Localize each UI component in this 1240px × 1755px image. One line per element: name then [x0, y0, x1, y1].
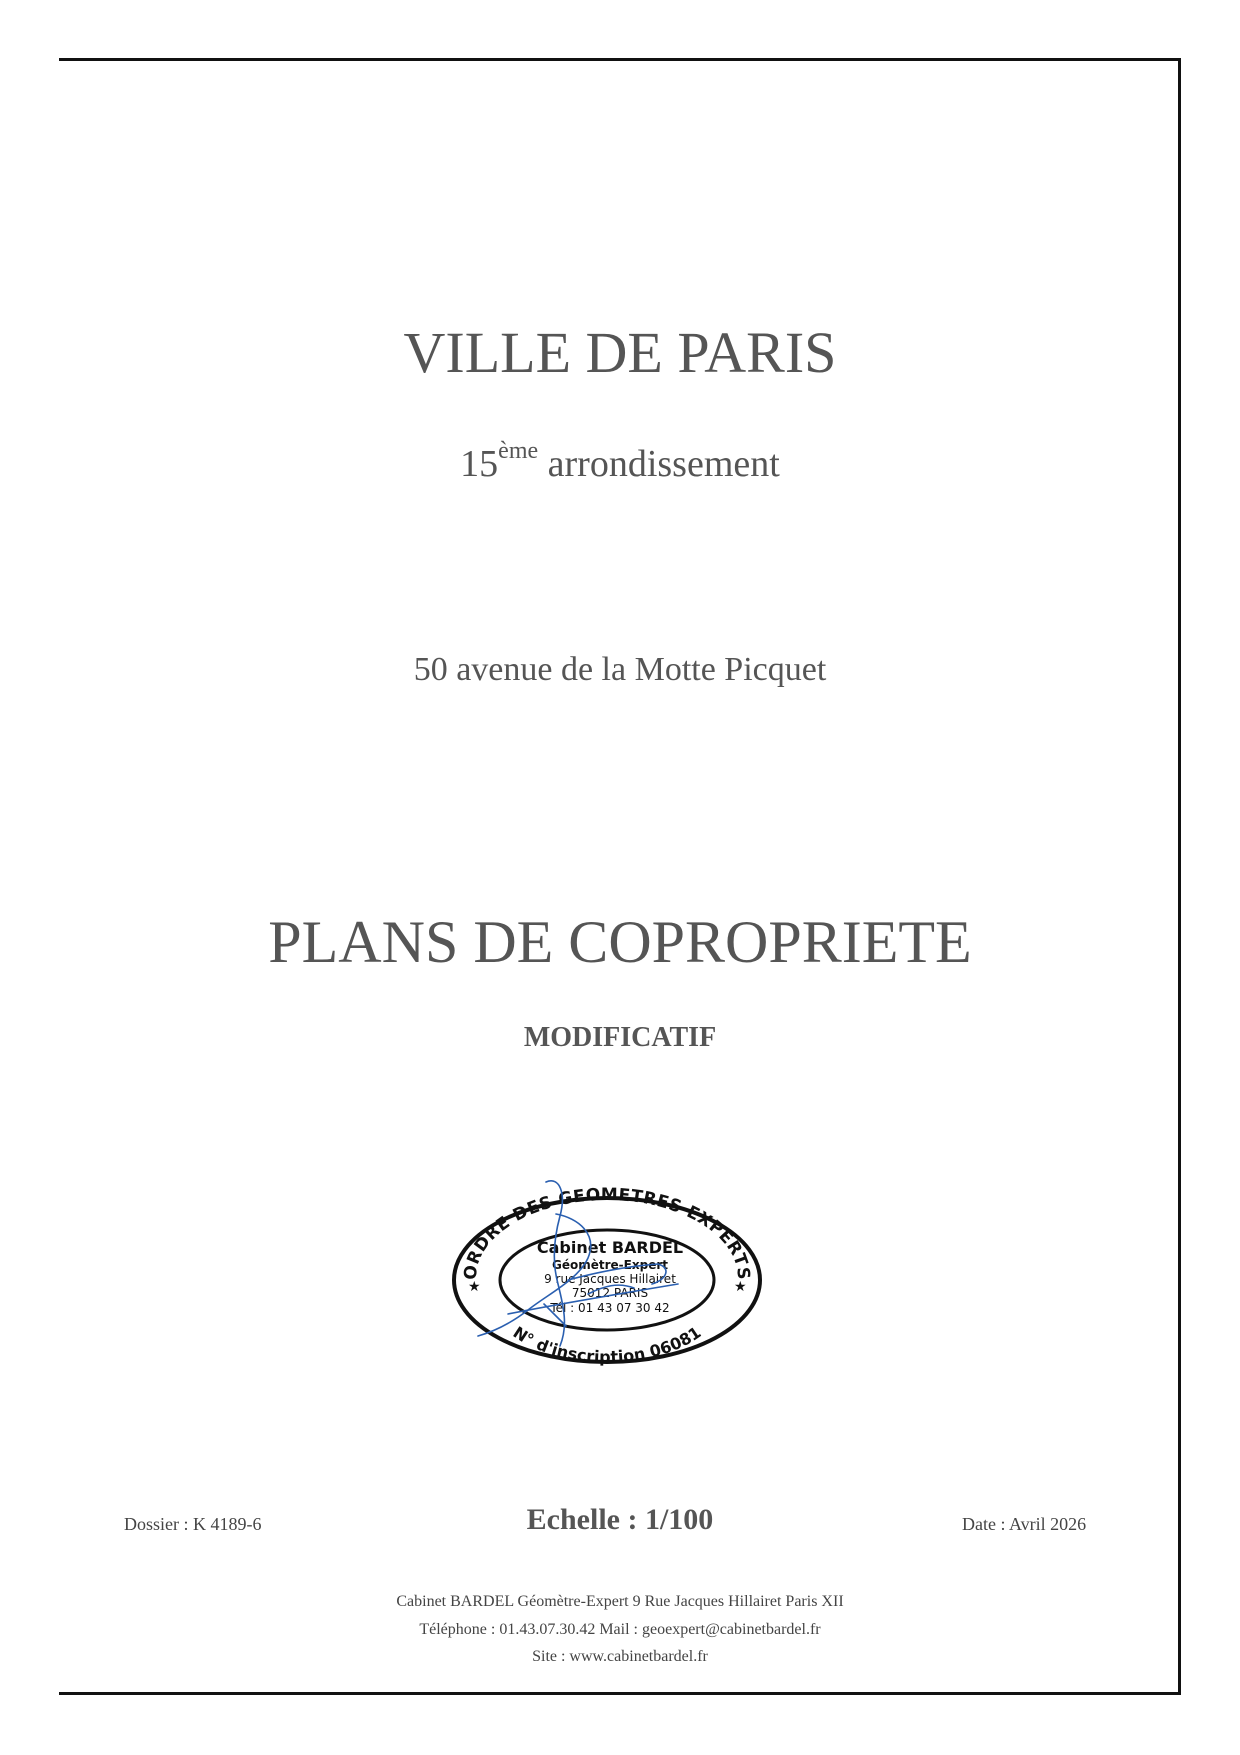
footer-contact: Téléphone : 01.43.07.30.42 Mail : geoexpert@cabinetbardel.fr [419, 1621, 821, 1638]
document-date: Date : Avril 2026 [962, 1514, 1087, 1534]
frame-top-border [59, 58, 1180, 61]
property-address: 50 avenue de la Motte Picquet [413, 651, 827, 688]
arrondissement-word: arrondissement [538, 443, 780, 485]
frame-right-border [1178, 58, 1181, 1695]
arrondissement-suffix: ème [498, 438, 539, 465]
surveyor-stamp-seal [448, 1176, 766, 1381]
city-title: VILLE DE PARIS [403, 320, 837, 385]
arrondissement-number: 15 [460, 443, 499, 485]
svg-text:★: ★ [734, 1279, 747, 1295]
scale-label: Echelle : 1/100 [526, 1503, 714, 1536]
dossier-reference: Dossier : K 4189-6 [124, 1514, 262, 1534]
stamp-line-profession: Géomètre-Expert [552, 1258, 668, 1272]
stamp-line-cabinet: Cabinet BARDEL [536, 1238, 684, 1257]
svg-text:★: ★ [468, 1279, 481, 1295]
stamp-top-text: ORDRE DES GEOMETRES EXPERTS [460, 1184, 754, 1281]
stamp-line-street: 9 rue Jacques Hillairet [544, 1272, 676, 1286]
arrondissement-line [59, 440, 1181, 488]
stamp-line-city: 75012 PARIS [571, 1286, 649, 1300]
document-title: PLANS DE COPROPRIETE [268, 909, 972, 975]
frame-bottom-border [59, 1692, 1181, 1695]
stamp-bottom-text: N° d'inscription 06081 [509, 1322, 705, 1367]
document-subtitle: MODIFICATIF [523, 1022, 717, 1053]
stamp-line-phone: Tél : 01 43 07 30 42 [550, 1301, 670, 1315]
footer-company-address: Cabinet BARDEL Géomètre-Expert 9 Rue Jacques Hillairet Paris XII [396, 1593, 844, 1610]
footer-website: Site : www.cabinetbardel.fr [532, 1648, 708, 1665]
